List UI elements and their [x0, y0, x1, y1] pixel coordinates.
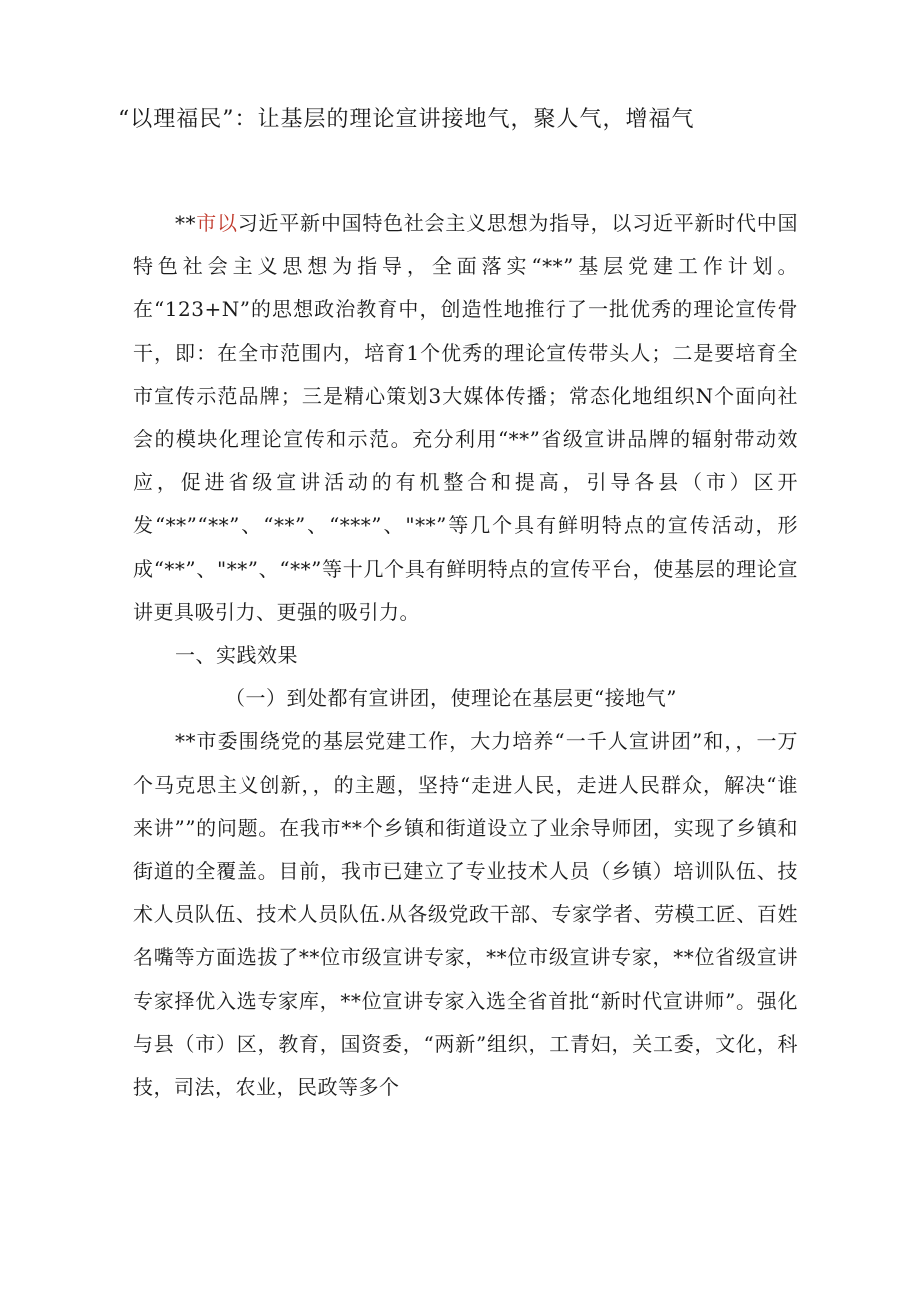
intro-accent-text: 市以: [196, 211, 238, 235]
section-heading-practice-effects: 一、实践效果: [175, 643, 298, 668]
intro-rest: 习近平新中国特色社会主义思想为指导，以习近平新时代中国特色社会主义思想为指导，全面落实“**”基层党建工作计划。在“123+N”的思想政治教育中，创造性地推行了一批优秀的理论宣传骨干，即：在全市范围内，培育1个优秀的理论宣传带头人；二是要培育全市宣传示范品牌；三是精心策划3大媒体传播；常态化地组织N个面向社会的模块化理论宣传和示范。充分利用“**”省级宣讲品牌的辐射带动效应，促进省级宣讲活动的有机整合和提高，引导各县（市）区开发“**”“**”、“**”、“***”、"**”等几个具有鲜明特点的宣传活动，形成“**”、"**”、“**”等十几个具有鲜明特点的宣传平台，使基层的理论宣讲更具吸引力、更强的吸引力。: [133, 211, 799, 624]
section-paragraph: **市委围绕党的基层党建工作，大力培养“一千人宣讲团”和，，一万个马克思主义创新，，的主题，坚持“走进人民，走进人民群众，解决“谁来讲””的问题。在我市**个乡镇和街道设立了业余导师团，实现了乡镇和街道的全覆盖。目前，我市已建立了专业技术人员（乡镇）培训队伍、技术人员队伍、技术人员队伍.从各级党政干部、专家学者、劳模工匠、百姓名嘴等方面选拔了**位市级宣讲专家，**位市级宣讲专家，**位省级宣讲专家择优入选专家库，**位宣讲专家入选全省首批“新时代宣讲师”。强化与县（市）区，教育，国资委，“两新”组织，工青妇，关工委，文化，科技，司法，农业，民政等多个: [133, 729, 798, 1100]
subsection-heading-lecture-groups: （一）到处都有宣讲团，使理论在基层更“接地气”: [225, 686, 677, 711]
document-title: “以理福民”：让基层的理论宣讲接地气，聚人气，增福气: [118, 107, 695, 132]
intro-lead: **: [175, 211, 196, 235]
intro-paragraph: [133, 202, 798, 634]
document-body: [133, 202, 798, 1109]
